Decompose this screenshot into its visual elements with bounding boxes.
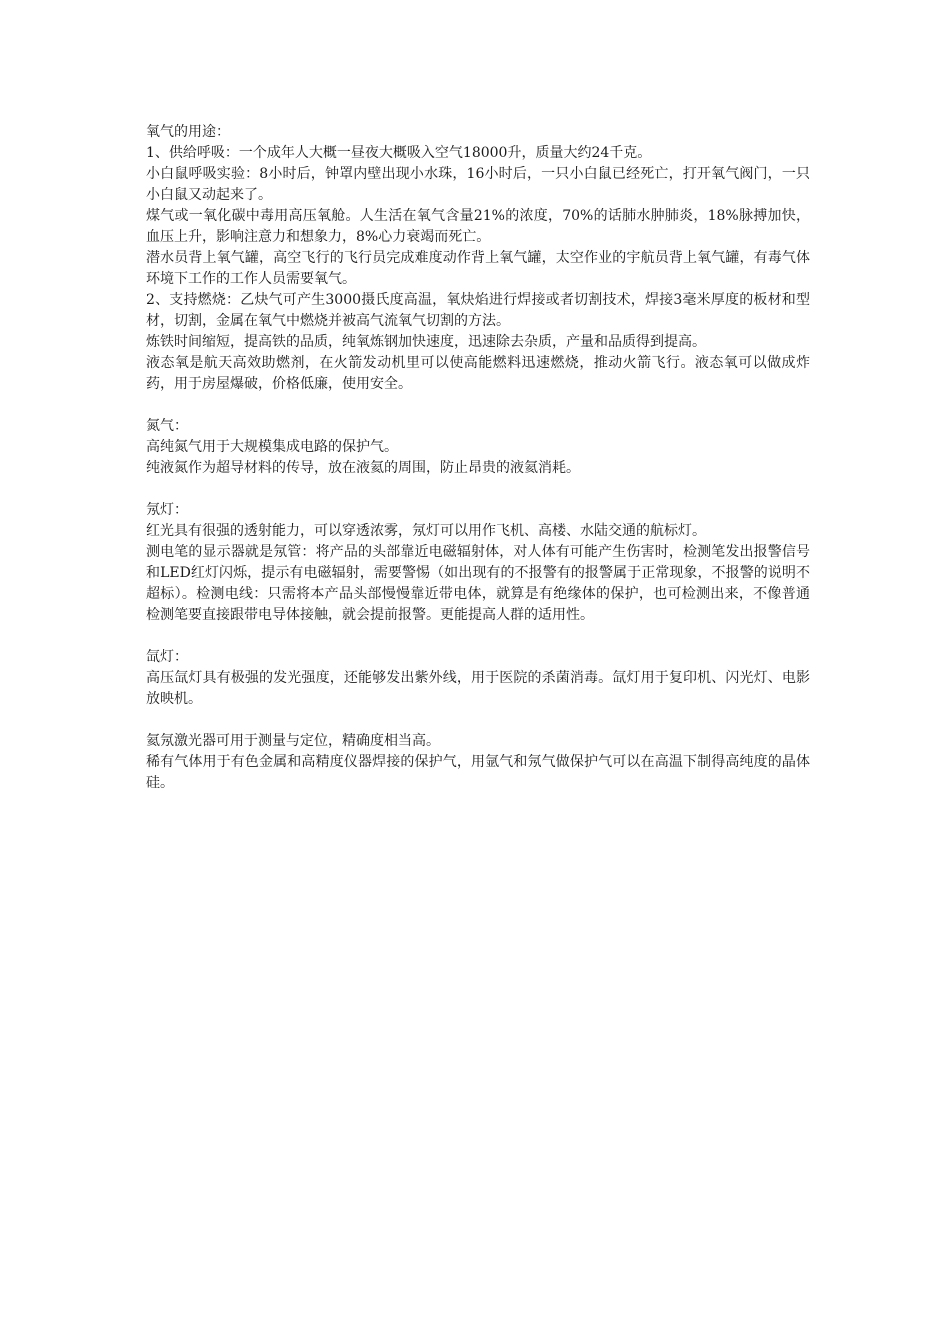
xenon-heading: 氙灯： [146, 649, 188, 665]
nitrogen-heading: 氮气： [146, 418, 188, 434]
misc-paragraph-1: 氦氖激光器可用于测量与定位，精确度相当高。 [146, 733, 440, 749]
oxygen-paragraph-2: 小白鼠呼吸实验：8小时后，钟罩内壁出现小水珠，16小时后，一只小白鼠已经死亡，打开氧气阀门，一只小白鼠又动起来了。 [146, 166, 810, 203]
nitrogen-paragraph-1: 高纯氮气用于大规模集成电路的保护气。 [146, 439, 398, 455]
neon-paragraph-1: 红光具有很强的透射能力，可以穿透浓雾，氖灯可以用作飞机、高楼、水陆交通的航标灯。 [146, 523, 706, 539]
section-spacer [146, 626, 810, 647]
section-spacer [146, 395, 810, 416]
oxygen-paragraph-4: 潜水员背上氧气罐，高空飞行的飞行员完成难度动作背上氧气罐，太空作业的宇航员背上氧气罐，有毒气体环境下工作的工作人员需要氧气。 [146, 250, 810, 287]
neon-heading: 氖灯： [146, 502, 188, 518]
section-spacer [146, 479, 810, 500]
oxygen-paragraph-6: 炼铁时间缩短，提高铁的品质，纯氧炼钢加快速度，迅速除去杂质，产量和品质得到提高。 [146, 334, 706, 350]
xenon-paragraph-1: 高压氙灯具有极强的发光强度，还能够发出紫外线，用于医院的杀菌消毒。氙灯用于复印机、闪光灯、电影放映机。 [146, 670, 810, 707]
section-spacer [146, 710, 810, 731]
document-page [146, 122, 810, 794]
oxygen-paragraph-7: 液态氧是航天高效助燃剂，在火箭发动机里可以使高能燃料迅速燃烧，推动火箭飞行。液态氧可以做成炸药，用于房屋爆破，价格低廉，使用安全。 [146, 355, 810, 392]
neon-paragraph-2: 测电笔的显示器就是氖管：将产品的头部靠近电磁辐射体，对人体有可能产生伤害时，检测笔发出报警信号和LED红灯闪烁，提示有电磁辐射，需要警惕（如出现有的不报警有的报警属于正常现象，不报警的说明不超标）。检测电线：只需将本产品头部慢慢靠近带电体，就算是有绝缘体的保护，也可检测出来，不像普通检测笔要直接跟带电导体接触，就会提前报警。更能提高人群的适用性。 [146, 544, 810, 623]
oxygen-paragraph-1: 1、供给呼吸：一个成年人大概一昼夜大概吸入空气18000升，质量大约24千克。 [146, 145, 652, 161]
oxygen-paragraph-5: 2、支持燃烧：乙炔气可产生3000摄氏度高温，氧炔焰进行焊接或者切割技术，焊接3毫米厚度的板材和型材，切割，金属在氧气中燃烧并被高气流氧气切割的方法。 [146, 292, 810, 329]
oxygen-paragraph-3: 煤气或一氧化碳中毒用高压氧舱。人生活在氧气含量21%的浓度，70%的话肺水肿肺炎，18%脉搏加快，血压上升，影响注意力和想象力，8%心力衰竭而死亡。 [146, 208, 810, 245]
misc-paragraph-2: 稀有气体用于有色金属和高精度仪器焊接的保护气，用氩气和氖气做保护气可以在高温下制得高纯度的晶体硅。 [146, 754, 810, 791]
nitrogen-paragraph-2: 纯液氮作为超导材料的传导，放在液氦的周围，防止昂贵的液氦消耗。 [146, 460, 580, 476]
oxygen-heading: 氧气的用途： [146, 124, 230, 140]
